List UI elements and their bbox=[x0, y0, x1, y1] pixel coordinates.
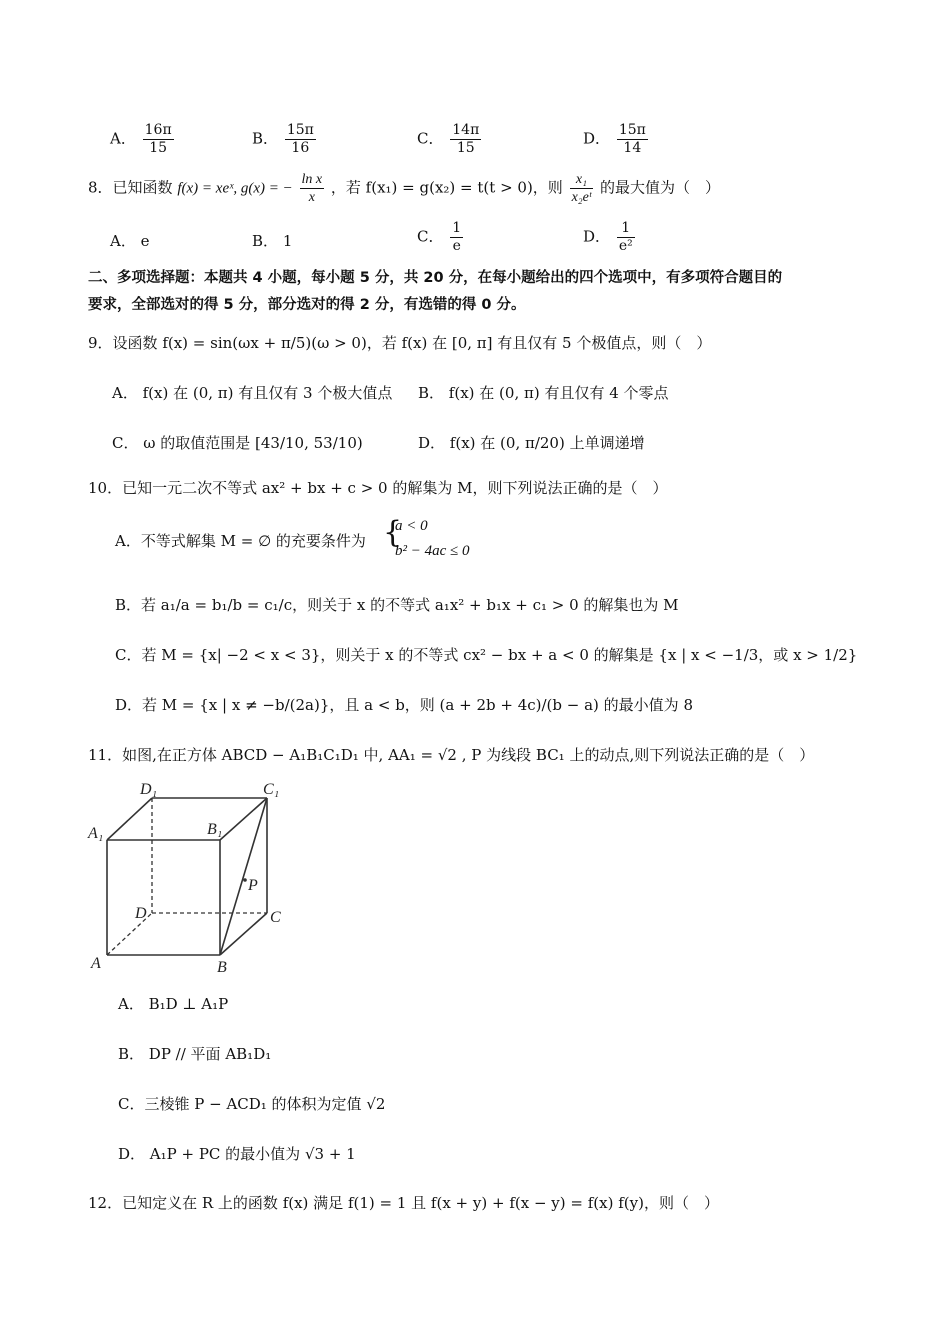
q8-option-a: A． e bbox=[110, 232, 150, 250]
segment-b-c1 bbox=[220, 798, 267, 955]
edge-a1-d1 bbox=[107, 798, 152, 840]
q10-option-d: D．若 M = {x | x ≠ −b/(2a)}，且 a < b，则 (a + 2b + 4c)/(b − a) 的最小值为 8 bbox=[115, 696, 693, 714]
q7-option-a: A． $\frac{16\pi}{15}$ bbox=[110, 122, 172, 156]
cube-figure bbox=[85, 780, 295, 975]
label-d: D bbox=[135, 905, 147, 922]
label-d1: D₁ bbox=[140, 781, 158, 798]
label-b: B bbox=[217, 959, 227, 975]
q8-option-d: D． $\frac{1}{\text{e²}}$ bbox=[583, 220, 633, 254]
q12-stem: 12．已知定义在 R 上的函数 f(x) 满足 f(1) = 1 且 f(x + y) + f(x − y) = f(x) f(y)，则（ ） bbox=[88, 1194, 719, 1212]
q11-option-c: C．三棱锥 P − ACD₁ 的体积为定值 √2 bbox=[118, 1095, 386, 1113]
q7-option-c: C． $\frac{14\pi}{15}$ bbox=[417, 122, 480, 156]
label-p: P bbox=[248, 877, 258, 894]
q10-option-c: C．若 M = {x| −2 < x < 3}，则关于 x 的不等式 cx² − bx + a < 0 的解集是 {x | x < −1/3，或 x > 1/2} bbox=[115, 646, 858, 664]
section-2-heading-line1: 二、多项选择题：本题共 4 小题，每小题 5 分，共 20 分，在每小题给出的四个选项中，有多项符合题目的 bbox=[88, 270, 783, 286]
q10-a-cond2: b² − 4ac ≤ 0 bbox=[395, 543, 470, 559]
q11-option-a: A． B₁D ⊥ A₁P bbox=[118, 995, 229, 1013]
q9-option-d: D． f(x) 在 (0, π/20) 上单调递增 bbox=[418, 434, 645, 452]
q7-option-d: D． $\frac{15\pi}{14}$ bbox=[583, 122, 646, 156]
q11-option-b: B． DP // 平面 AB₁D₁ bbox=[118, 1045, 272, 1063]
q8-option-c: C． $\frac{1}{e}$ bbox=[417, 220, 462, 254]
q9-option-b: B． f(x) 在 (0, π) 有且仅有 4 个零点 bbox=[418, 384, 669, 402]
q10-a-cond1: a < 0 bbox=[395, 518, 428, 534]
q8-stem: 8．已知函数 f(x) = xeˣ, g(x) = − $\frac{\text{ln x}}{x}$ ，若 f(x₁) = g(x₂) = t(t > 0)，则 $\frac{\text{x₁}}{\text{x₂eᵗ}}$ 的最大值为（ ） bbox=[88, 172, 721, 205]
label-c: C bbox=[270, 909, 281, 926]
q8-option-b: B． 1 bbox=[252, 232, 293, 250]
label-a: A bbox=[91, 955, 101, 972]
label-b1: B₁ bbox=[207, 821, 223, 838]
q10-stem: 10．已知一元二次不等式 ax² + bx + c > 0 的解集为 M，则下列说法正确的是（ ） bbox=[88, 479, 668, 497]
q10-option-a: A．不等式解集 M = ∅ 的充要条件为 bbox=[115, 532, 366, 550]
section-2-heading-line2: 要求，全部选对的得 5 分，部分选对的得 2 分，有选错的得 0 分。 bbox=[88, 297, 526, 313]
point-p bbox=[243, 878, 247, 882]
q7-option-b: B． $\frac{15\pi}{16}$ bbox=[252, 122, 314, 156]
q10-a-brace: { bbox=[383, 515, 403, 550]
q10-option-b: B．若 a₁/a = b₁/b = c₁/c，则关于 x 的不等式 a₁x² + b₁x + c₁ > 0 的解集也为 M bbox=[115, 596, 679, 614]
q11-option-d: D． A₁P + PC 的最小值为 √3 + 1 bbox=[118, 1145, 356, 1163]
label-a1: A₁ bbox=[88, 825, 104, 842]
q9-option-c: C． ω 的取值范围是 [43/10, 53/10) bbox=[112, 434, 363, 452]
q9-stem: 9．设函数 f(x) = sin(ωx + π/5)(ω > 0)，若 f(x) 在 [0, π] 有且仅有 5 个极值点，则（ ） bbox=[88, 334, 712, 352]
q11-stem: 11．如图,在正方体 ABCD − A₁B₁C₁D₁ 中, AA₁ = √2 , P 为线段 BC₁ 上的动点,则下列说法正确的是（ ） bbox=[88, 746, 815, 764]
label-c1: C₁ bbox=[263, 781, 280, 798]
q9-option-a: A． f(x) 在 (0, π) 有且仅有 3 个极大值点 bbox=[112, 384, 393, 402]
